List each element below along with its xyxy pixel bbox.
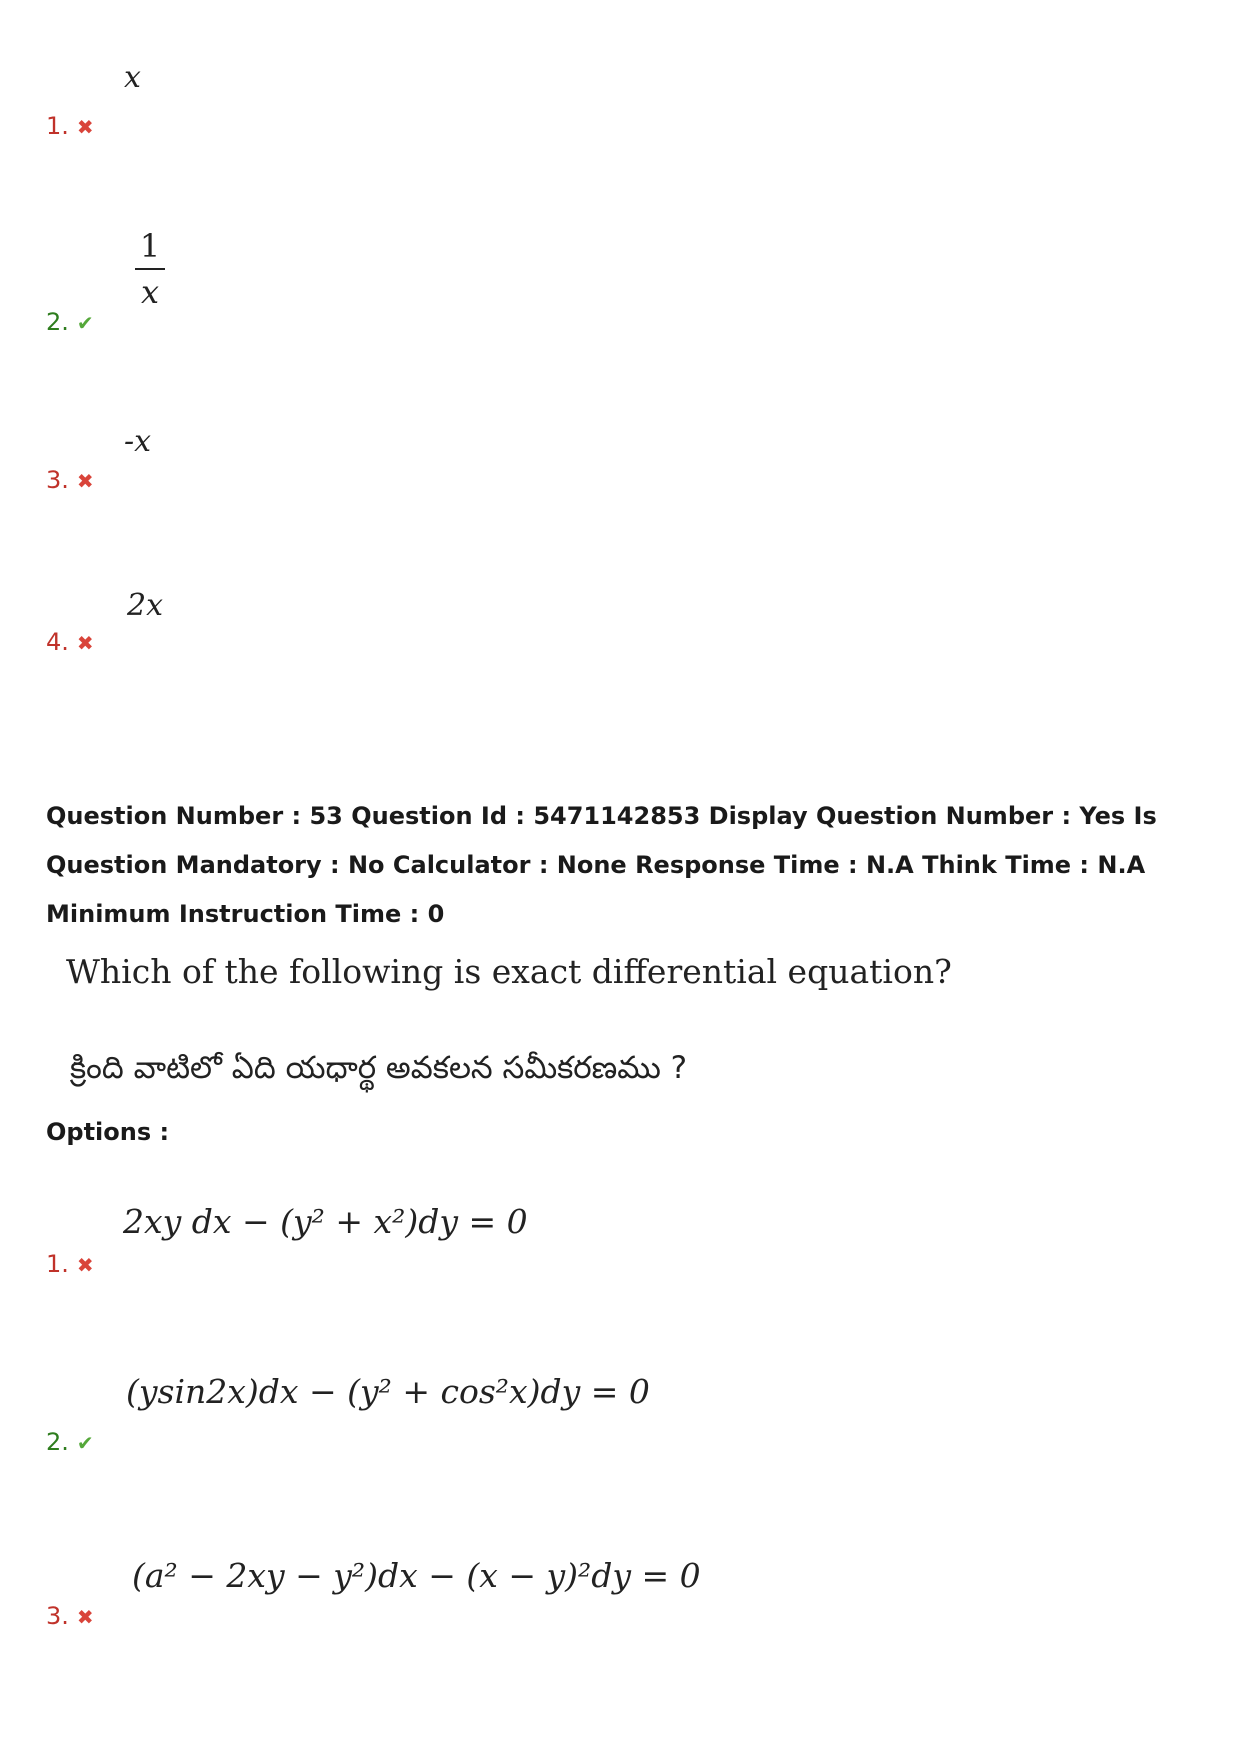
- prev-option-4-number: [46, 628, 94, 657]
- prev-option-3-number: [46, 466, 94, 495]
- option-number: 1.: [46, 1250, 69, 1278]
- wrong-mark-icon: ✖: [76, 115, 94, 139]
- options-label: Options :: [46, 1118, 170, 1146]
- option-2-number: [46, 1428, 94, 1457]
- fraction-bar: [135, 268, 165, 270]
- prev-option-3-value: -x: [124, 424, 152, 459]
- option-number: 2.: [46, 1428, 69, 1456]
- option-number: 4.: [46, 628, 69, 656]
- prev-option-2-fraction: [135, 228, 165, 310]
- question-metadata: Question Number : 53 Question Id : 5471142853 Display Question Number : Yes Is Question Mandatory : No Calculator : None Response Time : N.A Think Time : N.A Minimum Instruction Time : 0: [46, 802, 1157, 928]
- option-number: 3.: [46, 1602, 69, 1630]
- option-1-equation: 2xy dx − (y² + x²)dy = 0: [123, 1202, 528, 1241]
- wrong-mark-icon: ✖: [76, 1253, 94, 1277]
- option-2-equation: (ysin2x)dx − (y² + cos²x)dy = 0: [126, 1372, 650, 1411]
- prev-option-2-number: [46, 308, 94, 337]
- wrong-mark-icon: ✖: [76, 631, 94, 655]
- fraction-numerator: 1: [139, 227, 161, 265]
- check-mark-icon: ✔: [76, 311, 94, 335]
- fraction-denominator: x: [140, 273, 160, 311]
- wrong-mark-icon: ✖: [76, 1605, 94, 1629]
- option-number: 2.: [46, 308, 69, 336]
- option-3-equation: (a² − 2xy − y²)dx − (x − y)²dy = 0: [132, 1556, 701, 1595]
- option-number: 3.: [46, 466, 69, 494]
- option-3-number: [46, 1602, 94, 1631]
- prev-option-4-value: 2x: [127, 588, 164, 623]
- question-text-telugu: క్రింది వాటిలో ఏది యధార్థ అవకలన సమీకరణము ?: [70, 1050, 688, 1086]
- check-mark-icon: ✔: [76, 1431, 94, 1455]
- wrong-mark-icon: ✖: [76, 469, 94, 493]
- prev-option-1-value: x: [124, 60, 141, 95]
- option-number: 1.: [46, 112, 69, 140]
- prev-option-1-number: [46, 112, 94, 141]
- option-1-number: [46, 1250, 94, 1279]
- question-text-english: Which of the following is exact differential equation?: [66, 952, 952, 991]
